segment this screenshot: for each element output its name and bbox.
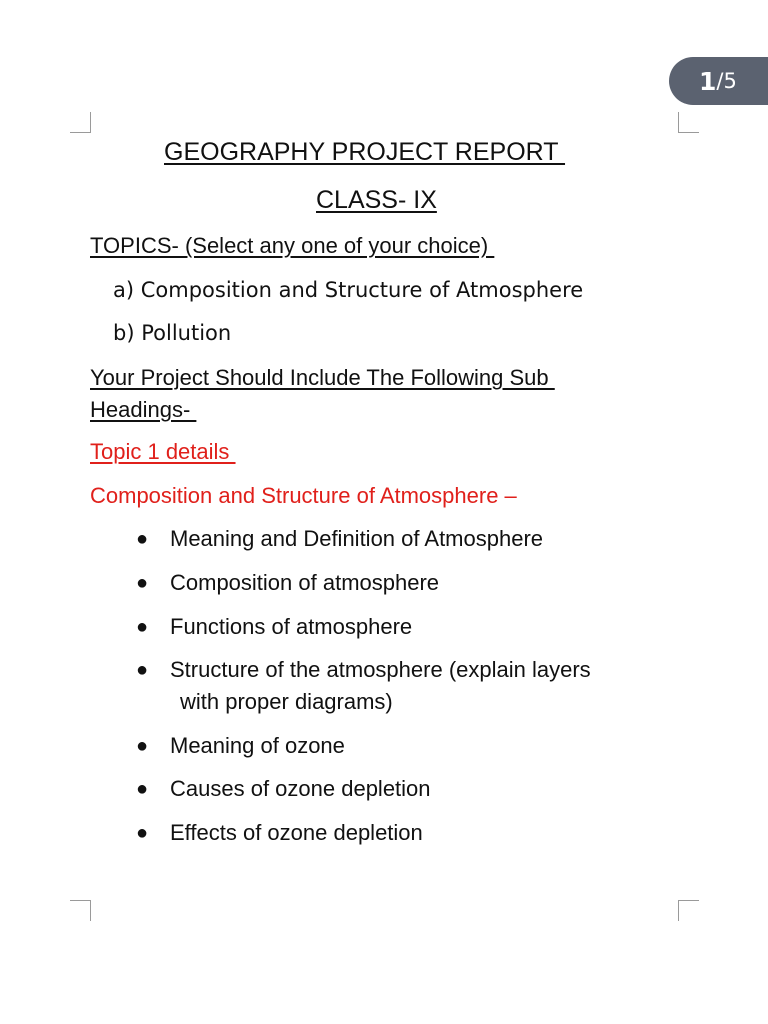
crop-mark-bottom-right (678, 900, 699, 921)
crop-mark-top-right (678, 112, 699, 133)
topic-marker: b) (113, 321, 135, 345)
bullet-icon: ● (136, 822, 149, 844)
bullet-icon: ● (136, 616, 149, 638)
list-item: Causes of ozone depletion (170, 776, 431, 801)
crop-mark-bottom-left (70, 900, 91, 921)
list-item: Structure of the atmosphere (explain layers (170, 657, 591, 682)
list-item: Meaning of ozone (170, 733, 345, 758)
list-item: Effects of ozone depletion (170, 820, 423, 845)
list-item-continuation: with proper diagrams) (180, 689, 393, 714)
page-total: 5 (723, 69, 737, 93)
bullet-icon: ● (136, 528, 149, 550)
crop-mark-top-left (70, 112, 91, 133)
list-item: Meaning and Definition of Atmosphere (170, 526, 544, 551)
topic-text: Pollution (141, 321, 232, 345)
bullet-icon: ● (136, 659, 149, 681)
page-current: 1 (699, 66, 717, 96)
topic-item-b (113, 320, 231, 346)
list-item: Composition of atmosphere (170, 570, 440, 595)
bullet-icon: ● (136, 735, 149, 757)
include-line-1: Your Project Should Include The Following Sub (90, 365, 555, 390)
bullet-icon: ● (136, 778, 149, 800)
page-indicator[interactable] (669, 57, 768, 105)
topic-item-a (113, 277, 583, 303)
list-item: Functions of atmosphere (170, 614, 413, 639)
topic1-subheading: Composition and Structure of Atmosphere – (90, 483, 517, 508)
include-line-2: Headings- (90, 397, 197, 422)
class-line: CLASS- IX (316, 186, 437, 214)
bullet-icon: ● (136, 572, 149, 594)
page-separator: / (716, 69, 724, 93)
topic-marker: a) (113, 278, 135, 302)
topics-heading: TOPICS- (Select any one of your choice) (90, 233, 495, 258)
topic-text: Composition and Structure of Atmosphere (140, 278, 584, 302)
document-title: GEOGRAPHY PROJECT REPORT (164, 138, 566, 166)
topic1-heading: Topic 1 details (90, 439, 236, 464)
